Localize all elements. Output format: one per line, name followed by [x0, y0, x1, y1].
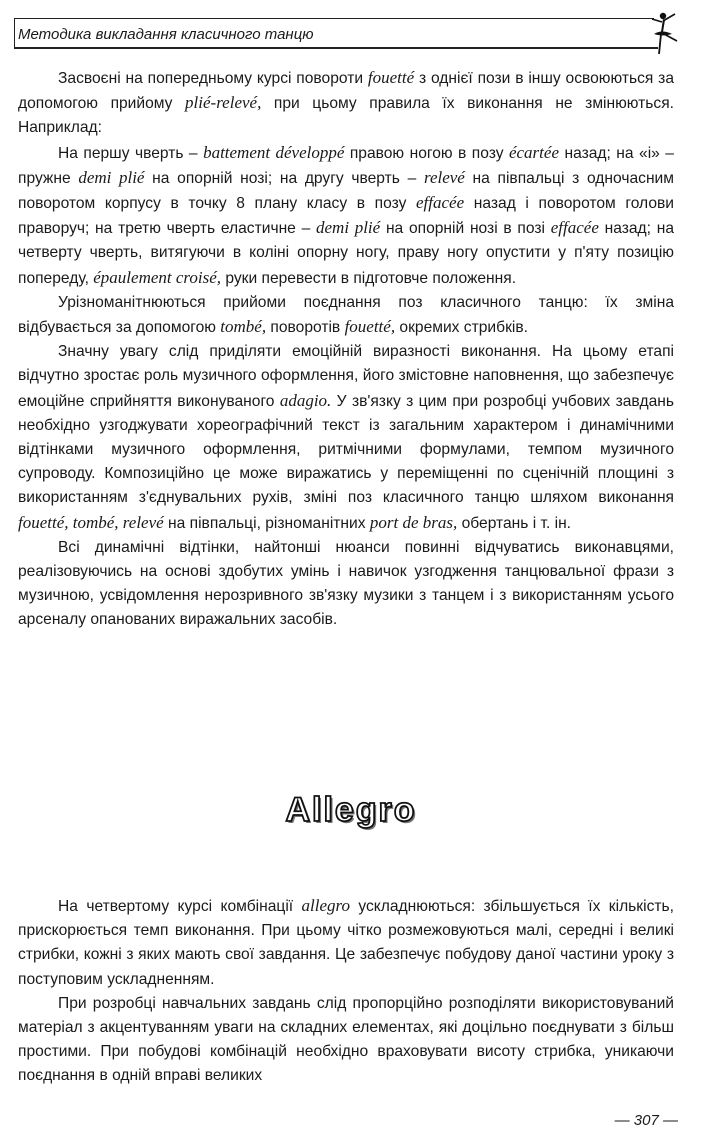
- header-rule-left: [14, 18, 15, 47]
- paragraph: [18, 340, 674, 536]
- section-heading: [0, 791, 702, 830]
- body-text-part1: [18, 66, 674, 633]
- italic-term: allegro: [301, 896, 350, 915]
- body-text-part2: [18, 894, 674, 1089]
- text-run: Всі динамічні відтінки, найтонші нюанси повинні відчуватись виконавцями, реалізовуючись на основі здобутих умінь і навичок узгодження танцювальної фрази з музичною, усвідомлення нерозривного зв'язку музики з танцем і з використанням усього арсеналу опанованих виражальних засобів.: [18, 538, 674, 629]
- text-run: з однієї пози в іншу освоюються за допомогою прийому: [18, 70, 675, 113]
- header-rule-top: [14, 18, 654, 19]
- text-run: назад і поворотом голови праворуч; на третю чверть еластичне –: [18, 195, 674, 238]
- text-run: при цьому правила їх виконання не змінюються. Наприклад:: [18, 95, 675, 137]
- header-title: Методика викладання класичного танцю: [18, 26, 314, 43]
- text-run: Значну увагу слід приділяти емоційній виразності виконання. На цьому етапі відчутно зростає роль музичного оформлення, його змістовне наповнення, що забезпечує емоційне сприйняття виконуваного: [18, 343, 674, 410]
- italic-term: fouetté,: [344, 317, 396, 337]
- italic-term: épaulement croisé,: [93, 267, 222, 287]
- text-run: Засвоєні на попередньому курсі повороти: [58, 70, 368, 87]
- italic-term: demi plié: [78, 167, 145, 187]
- italic-term: battement développé: [203, 142, 345, 162]
- page-number: — 307 —: [614, 1112, 678, 1129]
- italic-term: effacée: [550, 218, 599, 238]
- text-run: У зв'язку з цим при розробці учбових завдань необхідно узгоджувати хореографічний текст із загальним характером і динамічними відтінками музичного оформлення, ритмічними формулами, темпом музичного супроводу. Композиційно це може виражатись у переміщенні по сценічній площині з використанням з'єднувальних рухів, зміні поз класичного танцю шляхом виконання: [18, 392, 675, 507]
- italic-term: écartée: [508, 142, 559, 162]
- paragraph: [18, 536, 674, 633]
- paragraph: [18, 141, 674, 291]
- text-run: окремих стрибків.: [395, 319, 528, 337]
- text-run: На першу чверть –: [58, 144, 204, 162]
- text-run: Урізноманітнюються прийоми поєднання поз класичного танцю: їх зміна відбувається за допомогою: [18, 293, 674, 337]
- ballerina-icon: [644, 10, 684, 56]
- paragraph: [18, 894, 674, 992]
- header-rule: [14, 47, 658, 49]
- paragraph: [18, 66, 674, 141]
- section-title: Allegro: [285, 791, 417, 829]
- text-run: руки перевести в підготовче положення.: [221, 269, 517, 287]
- italic-term: fouetté: [367, 68, 415, 87]
- italic-term: demi plié: [316, 218, 381, 238]
- running-header: [12, 10, 684, 50]
- text-run: При розробці навчальних завдань слід пропорційно розподіляти використовуваний матеріал з акцентуванням уваги на складних елементах, які доцільно поєднувати з більш простими. При побудові комбінацій необхідно враховувати висоту стрибка, уникаючи поєднання в одній вправі великих: [18, 994, 674, 1085]
- text-run: на опорній нозі в позі: [380, 220, 551, 238]
- text-run: на півпальці, різноманітних: [163, 514, 370, 532]
- text-run: На четвертому курсі комбінації: [58, 898, 302, 915]
- text-run: назад; на «і» – пружне: [18, 144, 674, 187]
- text-run: на півпальці з одночасним поворотом корпусу в точку 8 плану класу в позу: [18, 169, 674, 213]
- italic-term: adagio.: [279, 390, 332, 410]
- italic-term: relevé: [423, 167, 465, 187]
- italic-term: port de bras,: [369, 512, 458, 532]
- paragraph: [18, 291, 674, 340]
- italic-term: plié-relevé,: [185, 93, 262, 113]
- text-run: обертань і т. ін.: [457, 514, 572, 532]
- text-run: поворотів: [266, 319, 345, 337]
- text-run: ускладнюються: збільшується їх кількість, прискорюється темп виконання. При цьому чітко розмежовуються малі, середні і великі стрибки, кожні з яких мають свої завдання. Це забезпечує побудову даної частини уроку з поступовим ускладненням.: [18, 898, 674, 988]
- text-run: на опорній нозі; на другу чверть –: [144, 169, 424, 187]
- paragraph: [18, 992, 674, 1089]
- italic-term: tombé,: [220, 317, 267, 337]
- text-run: назад; на четверту чверть, витягуючи в коліні опорну ногу, праву ногу опустити у п'яту позицію попереду,: [18, 220, 674, 287]
- italic-term: fouetté, tombé, relevé: [18, 512, 164, 532]
- italic-term: effacée: [416, 193, 465, 213]
- text-run: правою ногою в позу: [344, 144, 509, 162]
